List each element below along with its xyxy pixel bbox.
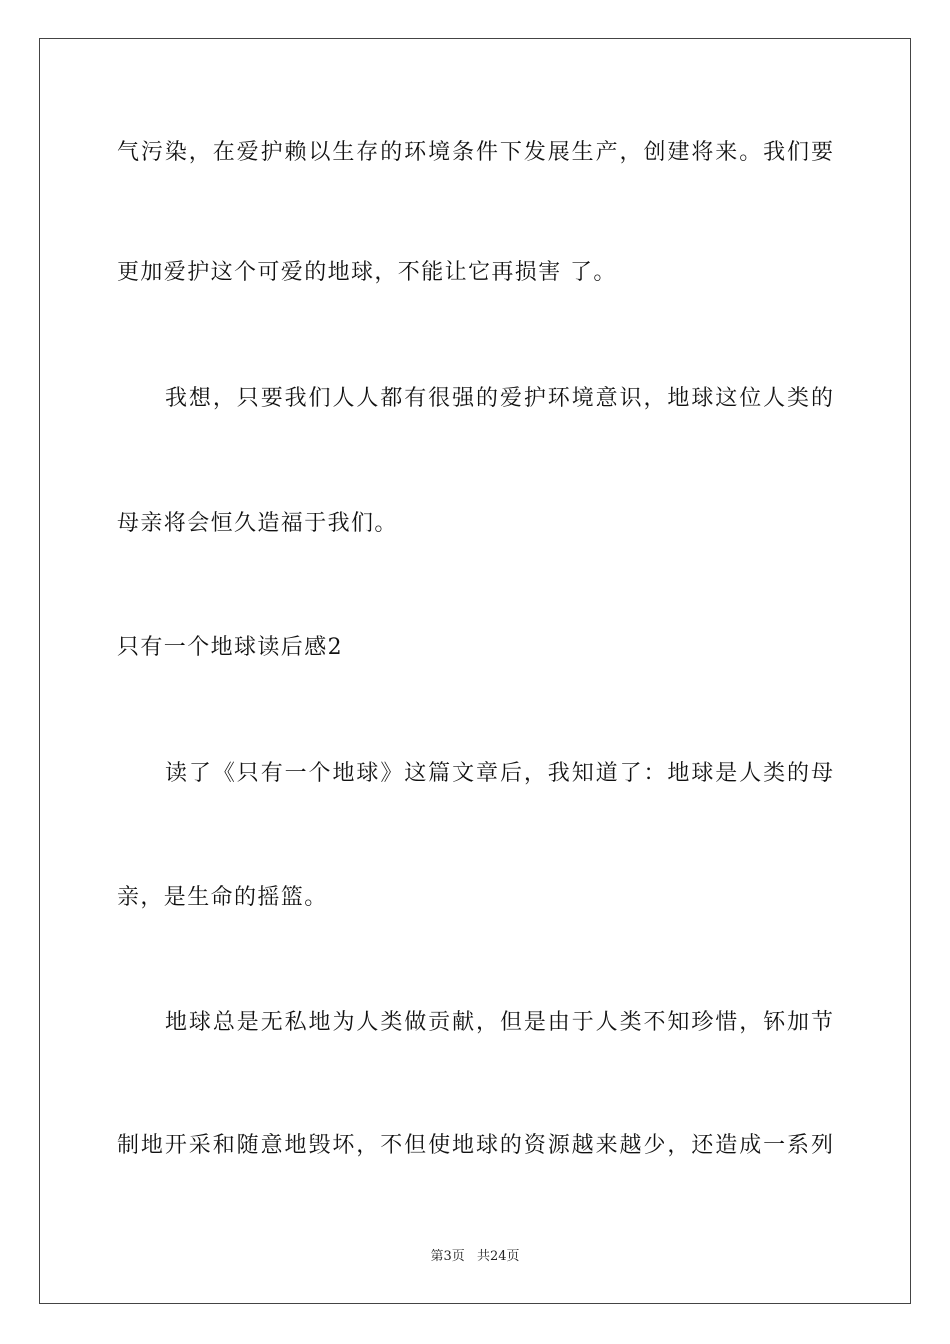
text-line-3: 我想，只要我们人人都有很强的爱护环境意识，地球这位人类的 <box>165 386 833 411</box>
text-line-7: 亲，是生命的摇篮。 <box>117 885 328 910</box>
section-heading: 只有一个地球读后感2 <box>117 635 343 660</box>
page-footer <box>0 1248 950 1266</box>
text-line-6: 读了《只有一个地球》这篇文章后，我知道了：地球是人类的母 <box>165 761 833 786</box>
text-line-2: 更加爱护这个可爱的地球，不能让它再损害 了。 <box>117 260 617 285</box>
page-frame <box>39 38 911 1304</box>
text-line-9: 制地开采和随意地毁坏，不但使地球的资源越来越少，还造成一系列 <box>117 1133 833 1158</box>
text-line-4: 母亲将会恒久造福于我们。 <box>117 511 398 536</box>
page-total: 共24页 <box>476 1249 520 1264</box>
text-line-1: 气污染，在爱护赖以生存的环境条件下发展生产，创建将来。我们要 <box>117 140 833 165</box>
page-number: 第3页 <box>430 1249 465 1264</box>
text-line-8: 地球总是无私地为人类做贡献，但是由于人类不知珍惜，钚加节 <box>165 1010 833 1035</box>
